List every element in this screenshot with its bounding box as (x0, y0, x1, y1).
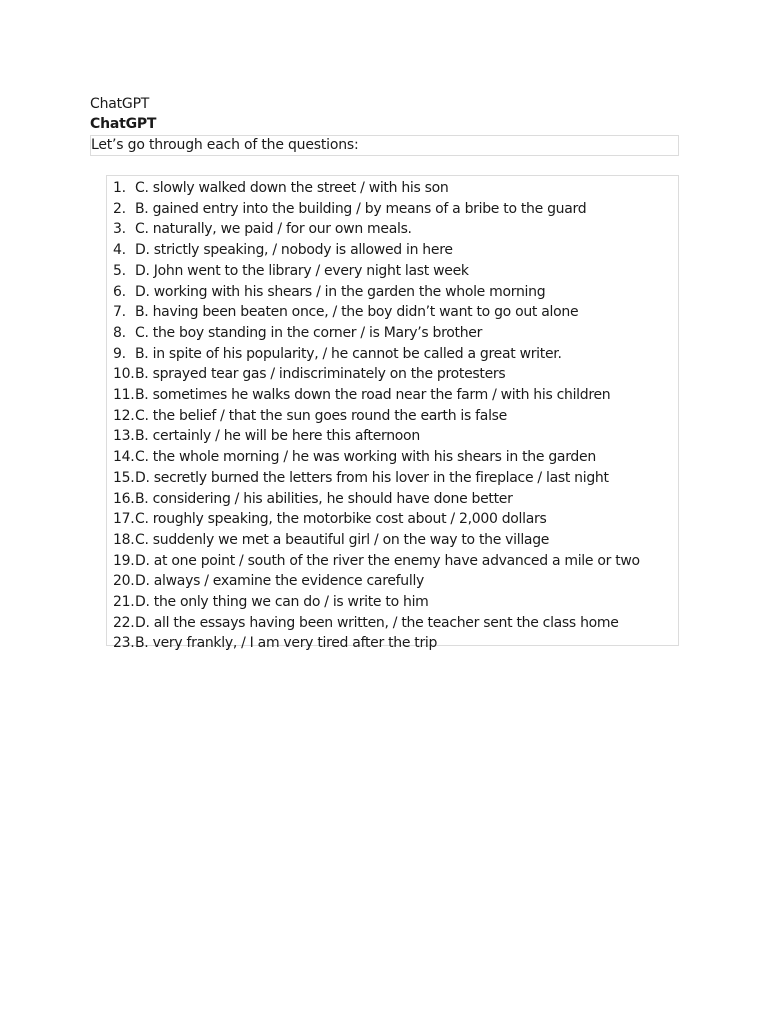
answer-text: B. certainly / he will be here this afternoon (135, 428, 420, 445)
answer-text: C. the belief / that the sun goes round the earth is false (135, 407, 507, 424)
answer-item (113, 571, 678, 592)
app-name-heading: ChatGPT (90, 116, 157, 132)
answers-list (113, 178, 678, 654)
answer-item (113, 344, 678, 365)
answer-item (113, 447, 678, 468)
document-page (90, 94, 679, 652)
answer-text: B. sometimes he walks down the road near the farm / with his children (135, 387, 611, 404)
answer-text: B. considering / his abilities, he should have done better (135, 490, 513, 507)
answer-item (113, 406, 678, 427)
answer-text: C. the boy standing in the corner / is Mary’s brother (135, 324, 483, 341)
answer-text: D. all the essays having been written, / the teacher sent the class home (135, 614, 619, 631)
answer-number: 21. (113, 594, 135, 611)
answer-item (113, 364, 678, 385)
answer-item (113, 633, 678, 654)
answer-item (113, 509, 678, 530)
answer-number: 1. (113, 180, 126, 196)
answer-item (113, 426, 678, 447)
answer-number: 6. (113, 283, 126, 300)
answer-item (113, 489, 678, 510)
answer-item (113, 178, 678, 199)
answer-text: B. having been beaten once, / the boy didn’t want to go out alone (135, 304, 579, 321)
answer-number: 18. (113, 531, 135, 548)
answer-text: C. roughly speaking, the motorbike cost about / 2,000 dollars (135, 511, 547, 528)
answer-text: C. slowly walked down the street / with his son (135, 180, 449, 196)
answer-item (113, 592, 678, 613)
answer-number: 16. (113, 490, 135, 507)
answer-item (113, 302, 678, 323)
answer-item (113, 323, 678, 344)
answer-number: 12. (113, 407, 135, 424)
answer-item (113, 219, 678, 240)
answer-text: B. gained entry into the building / by means of a bribe to the guard (135, 200, 587, 217)
answer-text: D. strictly speaking, / nobody is allowed in here (135, 242, 453, 259)
answer-text: D. at one point / south of the river the enemy have advanced a mile or two (135, 552, 640, 569)
answer-text: D. secretly burned the letters from his lover in the fireplace / last night (135, 469, 609, 486)
answer-item (113, 385, 678, 406)
answer-number: 9. (113, 345, 126, 362)
answer-number: 11. (113, 387, 135, 404)
answer-number: 10. (113, 366, 135, 383)
answer-item (113, 261, 678, 282)
answer-number: 5. (113, 262, 126, 279)
answer-number: 23. (113, 635, 135, 652)
answer-number: 2. (113, 200, 126, 217)
answer-text: D. John went to the library / every night last week (135, 262, 469, 279)
answer-text: B. in spite of his popularity, / he cannot be called a great writer. (135, 345, 562, 362)
answer-item (113, 530, 678, 551)
intro-text: Let’s go through each of the questions: (90, 135, 679, 156)
answer-item (113, 282, 678, 303)
answer-item (113, 613, 678, 634)
answer-number: 4. (113, 242, 126, 259)
answer-number: 8. (113, 324, 126, 341)
answer-text: D. working with his shears / in the garden the whole morning (135, 283, 546, 300)
answer-item (113, 240, 678, 261)
answer-text: B. very frankly, / I am very tired after the trip (135, 635, 438, 652)
answer-text: C. naturally, we paid / for our own meals. (135, 221, 412, 238)
answer-item (113, 551, 678, 572)
answer-number: 7. (113, 304, 126, 321)
answer-item (113, 468, 678, 489)
answer-text: C. the whole morning / he was working with his shears in the garden (135, 449, 596, 466)
answer-number: 14. (113, 449, 135, 466)
answer-number: 19. (113, 552, 135, 569)
answer-number: 22. (113, 614, 135, 631)
answer-text: D. always / examine the evidence carefully (135, 573, 425, 590)
answer-number: 15. (113, 469, 135, 486)
answer-number: 20. (113, 573, 135, 590)
answer-number: 17. (113, 511, 135, 528)
answers-box (106, 175, 679, 652)
answer-number: 13. (113, 428, 135, 445)
answer-item (113, 199, 678, 220)
answer-text: C. suddenly we met a beautiful girl / on the way to the village (135, 531, 550, 548)
answer-number: 3. (113, 221, 126, 238)
answer-text: B. sprayed tear gas / indiscriminately on the protesters (135, 366, 506, 383)
app-name-label: ChatGPT (90, 96, 150, 112)
answer-text: D. the only thing we can do / is write to him (135, 594, 429, 611)
